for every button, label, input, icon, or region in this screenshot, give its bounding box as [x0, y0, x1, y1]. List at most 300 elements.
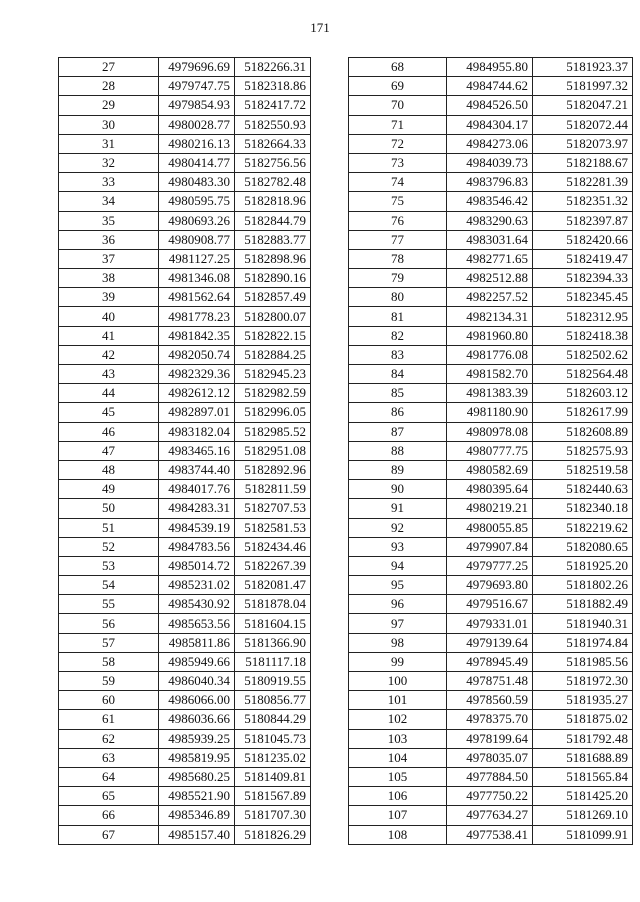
table-row	[59, 806, 311, 825]
page-number: 171	[310, 20, 330, 35]
y-coordinate-cell: 5182898.96	[235, 249, 311, 268]
point-number-cell: 104	[349, 748, 447, 767]
table-row	[59, 326, 311, 345]
y-coordinate-cell: 5181567.89	[235, 787, 311, 806]
y-coordinate-cell: 5182047.21	[533, 96, 633, 115]
table-row	[59, 595, 311, 614]
x-coordinate-cell: 4982257.52	[447, 288, 533, 307]
point-number-cell: 37	[59, 249, 159, 268]
x-coordinate-cell: 4980395.64	[447, 480, 533, 499]
table-row	[59, 576, 311, 595]
y-coordinate-cell: 5182707.53	[235, 499, 311, 518]
table-row	[349, 115, 633, 134]
table-row	[59, 441, 311, 460]
point-number-cell: 30	[59, 115, 159, 134]
point-number-cell: 69	[349, 77, 447, 96]
coordinates-table-right-body	[349, 58, 633, 845]
point-number-cell: 67	[59, 825, 159, 844]
x-coordinate-cell: 4979139.64	[447, 633, 533, 652]
point-number-cell: 89	[349, 460, 447, 479]
x-coordinate-cell: 4978945.49	[447, 652, 533, 671]
y-coordinate-cell: 5182550.93	[235, 115, 311, 134]
table-row	[349, 614, 633, 633]
table-row	[349, 729, 633, 748]
table-row	[349, 748, 633, 767]
table-row	[349, 710, 633, 729]
y-coordinate-cell: 5182418.38	[533, 326, 633, 345]
y-coordinate-cell: 5182318.86	[235, 77, 311, 96]
x-coordinate-cell: 4981346.08	[159, 269, 235, 288]
x-coordinate-cell: 4982771.65	[447, 249, 533, 268]
y-coordinate-cell: 5181997.32	[533, 77, 633, 96]
y-coordinate-cell: 5181707.30	[235, 806, 311, 825]
point-number-cell: 53	[59, 556, 159, 575]
point-number-cell: 94	[349, 556, 447, 575]
y-coordinate-cell: 5182857.49	[235, 288, 311, 307]
table-row	[59, 787, 311, 806]
y-coordinate-cell: 5181117.18	[235, 652, 311, 671]
x-coordinate-cell: 4979854.93	[159, 96, 235, 115]
x-coordinate-cell: 4981180.90	[447, 403, 533, 422]
table-row	[349, 153, 633, 172]
point-number-cell: 61	[59, 710, 159, 729]
y-coordinate-cell: 5182072.44	[533, 115, 633, 134]
y-coordinate-cell: 5182434.46	[235, 537, 311, 556]
table-row	[59, 748, 311, 767]
point-number-cell: 42	[59, 345, 159, 364]
y-coordinate-cell: 5182818.96	[235, 192, 311, 211]
table-row	[59, 633, 311, 652]
y-coordinate-cell: 5182394.33	[533, 269, 633, 288]
x-coordinate-cell: 4979331.01	[447, 614, 533, 633]
table-row	[59, 365, 311, 384]
table-row	[59, 825, 311, 844]
table-row	[349, 326, 633, 345]
y-coordinate-cell: 5182417.72	[235, 96, 311, 115]
y-coordinate-cell: 5181923.37	[533, 58, 633, 77]
x-coordinate-cell: 4983796.83	[447, 173, 533, 192]
table-row	[349, 345, 633, 364]
y-coordinate-cell: 5182608.89	[533, 422, 633, 441]
point-number-cell: 91	[349, 499, 447, 518]
y-coordinate-cell: 5182603.12	[533, 384, 633, 403]
point-number-cell: 77	[349, 230, 447, 249]
y-coordinate-cell: 5182267.39	[235, 556, 311, 575]
x-coordinate-cell: 4983744.40	[159, 460, 235, 479]
y-coordinate-cell: 5182188.67	[533, 153, 633, 172]
point-number-cell: 47	[59, 441, 159, 460]
table-row	[59, 652, 311, 671]
y-coordinate-cell: 5182345.45	[533, 288, 633, 307]
table-row	[59, 345, 311, 364]
table-row	[59, 58, 311, 77]
table-row	[349, 633, 633, 652]
y-coordinate-cell: 5181974.84	[533, 633, 633, 652]
point-number-cell: 70	[349, 96, 447, 115]
x-coordinate-cell: 4979516.67	[447, 595, 533, 614]
x-coordinate-cell: 4980483.30	[159, 173, 235, 192]
x-coordinate-cell: 4985811.86	[159, 633, 235, 652]
y-coordinate-cell: 5181235.02	[235, 748, 311, 767]
table-row	[349, 77, 633, 96]
x-coordinate-cell: 4984017.76	[159, 480, 235, 499]
point-number-cell: 58	[59, 652, 159, 671]
y-coordinate-cell: 5182502.62	[533, 345, 633, 364]
point-number-cell: 41	[59, 326, 159, 345]
point-number-cell: 78	[349, 249, 447, 268]
y-coordinate-cell: 5182081.47	[235, 576, 311, 595]
point-number-cell: 75	[349, 192, 447, 211]
x-coordinate-cell: 4977634.27	[447, 806, 533, 825]
x-coordinate-cell: 4986066.00	[159, 691, 235, 710]
point-number-cell: 59	[59, 672, 159, 691]
y-coordinate-cell: 5182883.77	[235, 230, 311, 249]
point-number-cell: 32	[59, 153, 159, 172]
x-coordinate-cell: 4984039.73	[447, 153, 533, 172]
x-coordinate-cell: 4978560.59	[447, 691, 533, 710]
point-number-cell: 65	[59, 787, 159, 806]
point-number-cell: 72	[349, 134, 447, 153]
point-number-cell: 71	[349, 115, 447, 134]
y-coordinate-cell: 5181802.26	[533, 576, 633, 595]
table-row	[349, 480, 633, 499]
x-coordinate-cell: 4984539.19	[159, 518, 235, 537]
y-coordinate-cell: 5182892.96	[235, 460, 311, 479]
table-row	[349, 556, 633, 575]
point-number-cell: 101	[349, 691, 447, 710]
y-coordinate-cell: 5181565.84	[533, 767, 633, 786]
y-coordinate-cell: 5181925.20	[533, 556, 633, 575]
point-number-cell: 63	[59, 748, 159, 767]
table-row	[349, 192, 633, 211]
table-row	[59, 460, 311, 479]
x-coordinate-cell: 4978199.64	[447, 729, 533, 748]
table-row	[349, 787, 633, 806]
table-row	[59, 729, 311, 748]
table-row	[59, 192, 311, 211]
y-coordinate-cell: 5182996.05	[235, 403, 311, 422]
y-coordinate-cell: 5182080.65	[533, 537, 633, 556]
point-number-cell: 27	[59, 58, 159, 77]
point-number-cell: 106	[349, 787, 447, 806]
table-row	[59, 77, 311, 96]
table-row	[59, 767, 311, 786]
x-coordinate-cell: 4983031.64	[447, 230, 533, 249]
x-coordinate-cell: 4986040.34	[159, 672, 235, 691]
point-number-cell: 60	[59, 691, 159, 710]
y-coordinate-cell: 5182581.53	[235, 518, 311, 537]
point-number-cell: 36	[59, 230, 159, 249]
y-coordinate-cell: 5181099.91	[533, 825, 633, 844]
table-row	[59, 249, 311, 268]
table-row	[59, 480, 311, 499]
y-coordinate-cell: 5182312.95	[533, 307, 633, 326]
point-number-cell: 92	[349, 518, 447, 537]
x-coordinate-cell: 4983290.63	[447, 211, 533, 230]
x-coordinate-cell: 4977750.22	[447, 787, 533, 806]
y-coordinate-cell: 5182073.97	[533, 134, 633, 153]
x-coordinate-cell: 4985231.02	[159, 576, 235, 595]
x-coordinate-cell: 4979907.84	[447, 537, 533, 556]
x-coordinate-cell: 4983182.04	[159, 422, 235, 441]
y-coordinate-cell: 5182664.33	[235, 134, 311, 153]
point-number-cell: 107	[349, 806, 447, 825]
x-coordinate-cell: 4978375.70	[447, 710, 533, 729]
table-row	[59, 499, 311, 518]
x-coordinate-cell: 4977538.41	[447, 825, 533, 844]
x-coordinate-cell: 4980777.75	[447, 441, 533, 460]
table-row	[349, 806, 633, 825]
table-row	[349, 595, 633, 614]
x-coordinate-cell: 4981778.23	[159, 307, 235, 326]
x-coordinate-cell: 4985430.92	[159, 595, 235, 614]
x-coordinate-cell: 4982329.36	[159, 365, 235, 384]
y-coordinate-cell: 5182420.66	[533, 230, 633, 249]
point-number-cell: 73	[349, 153, 447, 172]
coordinates-table-left	[58, 57, 311, 845]
x-coordinate-cell: 4980595.75	[159, 192, 235, 211]
y-coordinate-cell: 5181688.89	[533, 748, 633, 767]
table-row	[59, 614, 311, 633]
point-number-cell: 51	[59, 518, 159, 537]
y-coordinate-cell: 5182351.32	[533, 192, 633, 211]
x-coordinate-cell: 4984273.06	[447, 134, 533, 153]
x-coordinate-cell: 4978035.07	[447, 748, 533, 767]
table-row	[59, 307, 311, 326]
x-coordinate-cell: 4984304.17	[447, 115, 533, 134]
y-coordinate-cell: 5182811.59	[235, 480, 311, 499]
y-coordinate-cell: 5182564.48	[533, 365, 633, 384]
y-coordinate-cell: 5182266.31	[235, 58, 311, 77]
table-row	[59, 115, 311, 134]
point-number-cell: 83	[349, 345, 447, 364]
coordinates-table-left-body	[59, 58, 311, 845]
y-coordinate-cell: 5182884.25	[235, 345, 311, 364]
point-number-cell: 80	[349, 288, 447, 307]
table-row	[349, 691, 633, 710]
y-coordinate-cell: 5182219.62	[533, 518, 633, 537]
table-row	[59, 691, 311, 710]
y-coordinate-cell: 5181604.15	[235, 614, 311, 633]
table-row	[349, 499, 633, 518]
x-coordinate-cell: 4982050.74	[159, 345, 235, 364]
x-coordinate-cell: 4982512.88	[447, 269, 533, 288]
x-coordinate-cell: 4977884.50	[447, 767, 533, 786]
point-number-cell: 76	[349, 211, 447, 230]
table-row	[59, 537, 311, 556]
y-coordinate-cell: 5181940.31	[533, 614, 633, 633]
table-row	[349, 403, 633, 422]
table-row	[349, 96, 633, 115]
table-row	[349, 652, 633, 671]
x-coordinate-cell: 4980028.77	[159, 115, 235, 134]
table-row	[349, 518, 633, 537]
point-number-cell: 105	[349, 767, 447, 786]
table-row	[349, 230, 633, 249]
point-number-cell: 82	[349, 326, 447, 345]
table-row	[349, 422, 633, 441]
x-coordinate-cell: 4984744.62	[447, 77, 533, 96]
y-coordinate-cell: 5181826.29	[235, 825, 311, 844]
table-row	[349, 767, 633, 786]
y-coordinate-cell: 5182617.99	[533, 403, 633, 422]
table-row	[349, 173, 633, 192]
x-coordinate-cell: 4985014.72	[159, 556, 235, 575]
x-coordinate-cell: 4982134.31	[447, 307, 533, 326]
point-number-cell: 35	[59, 211, 159, 230]
table-row	[59, 134, 311, 153]
table-row	[59, 403, 311, 422]
point-number-cell: 100	[349, 672, 447, 691]
table-row	[59, 230, 311, 249]
point-number-cell: 90	[349, 480, 447, 499]
x-coordinate-cell: 4979693.80	[447, 576, 533, 595]
x-coordinate-cell: 4984526.50	[447, 96, 533, 115]
y-coordinate-cell: 5182575.93	[533, 441, 633, 460]
y-coordinate-cell: 5181366.90	[235, 633, 311, 652]
x-coordinate-cell: 4985939.25	[159, 729, 235, 748]
x-coordinate-cell: 4984955.80	[447, 58, 533, 77]
y-coordinate-cell: 5181875.02	[533, 710, 633, 729]
point-number-cell: 54	[59, 576, 159, 595]
y-coordinate-cell: 5182890.16	[235, 269, 311, 288]
table-row	[349, 384, 633, 403]
point-number-cell: 66	[59, 806, 159, 825]
x-coordinate-cell: 4979777.25	[447, 556, 533, 575]
table-row	[349, 672, 633, 691]
coordinates-table-right	[348, 57, 633, 845]
x-coordinate-cell: 4980978.08	[447, 422, 533, 441]
table-row	[59, 96, 311, 115]
table-row	[349, 441, 633, 460]
point-number-cell: 93	[349, 537, 447, 556]
y-coordinate-cell: 5182519.58	[533, 460, 633, 479]
point-number-cell: 31	[59, 134, 159, 153]
y-coordinate-cell: 5182982.59	[235, 384, 311, 403]
y-coordinate-cell: 5180856.77	[235, 691, 311, 710]
x-coordinate-cell: 4980693.26	[159, 211, 235, 230]
x-coordinate-cell: 4986036.66	[159, 710, 235, 729]
y-coordinate-cell: 5182756.56	[235, 153, 311, 172]
x-coordinate-cell: 4980216.13	[159, 134, 235, 153]
x-coordinate-cell: 4979747.75	[159, 77, 235, 96]
x-coordinate-cell: 4980219.21	[447, 499, 533, 518]
y-coordinate-cell: 5182281.39	[533, 173, 633, 192]
x-coordinate-cell: 4980055.85	[447, 518, 533, 537]
y-coordinate-cell: 5182782.48	[235, 173, 311, 192]
y-coordinate-cell: 5180844.29	[235, 710, 311, 729]
y-coordinate-cell: 5182419.47	[533, 249, 633, 268]
x-coordinate-cell: 4981960.80	[447, 326, 533, 345]
point-number-cell: 49	[59, 480, 159, 499]
point-number-cell: 57	[59, 633, 159, 652]
y-coordinate-cell: 5181045.73	[235, 729, 311, 748]
table-row	[349, 58, 633, 77]
point-number-cell: 74	[349, 173, 447, 192]
point-number-cell: 87	[349, 422, 447, 441]
y-coordinate-cell: 5182822.15	[235, 326, 311, 345]
x-coordinate-cell: 4979696.69	[159, 58, 235, 77]
table-row	[349, 269, 633, 288]
x-coordinate-cell: 4985653.56	[159, 614, 235, 633]
x-coordinate-cell: 4985346.89	[159, 806, 235, 825]
point-number-cell: 50	[59, 499, 159, 518]
point-number-cell: 68	[349, 58, 447, 77]
table-row	[59, 556, 311, 575]
table-row	[349, 537, 633, 556]
table-row	[349, 288, 633, 307]
point-number-cell: 96	[349, 595, 447, 614]
point-number-cell: 97	[349, 614, 447, 633]
point-number-cell: 55	[59, 595, 159, 614]
table-row	[349, 134, 633, 153]
y-coordinate-cell: 5182440.63	[533, 480, 633, 499]
table-row	[59, 710, 311, 729]
point-number-cell: 99	[349, 652, 447, 671]
point-number-cell: 84	[349, 365, 447, 384]
point-number-cell: 40	[59, 307, 159, 326]
point-number-cell: 48	[59, 460, 159, 479]
point-number-cell: 45	[59, 403, 159, 422]
table-row	[59, 211, 311, 230]
table-row	[349, 249, 633, 268]
point-number-cell: 62	[59, 729, 159, 748]
point-number-cell: 28	[59, 77, 159, 96]
y-coordinate-cell: 5182985.52	[235, 422, 311, 441]
table-row	[59, 422, 311, 441]
x-coordinate-cell: 4980908.77	[159, 230, 235, 249]
point-number-cell: 85	[349, 384, 447, 403]
x-coordinate-cell: 4982897.01	[159, 403, 235, 422]
y-coordinate-cell: 5181972.30	[533, 672, 633, 691]
y-coordinate-cell: 5182844.79	[235, 211, 311, 230]
x-coordinate-cell: 4981842.35	[159, 326, 235, 345]
y-coordinate-cell: 5181935.27	[533, 691, 633, 710]
x-coordinate-cell: 4981776.08	[447, 345, 533, 364]
point-number-cell: 103	[349, 729, 447, 748]
point-number-cell: 64	[59, 767, 159, 786]
x-coordinate-cell: 4983546.42	[447, 192, 533, 211]
point-number-cell: 102	[349, 710, 447, 729]
table-row	[59, 173, 311, 192]
point-number-cell: 44	[59, 384, 159, 403]
point-number-cell: 95	[349, 576, 447, 595]
x-coordinate-cell: 4985819.95	[159, 748, 235, 767]
table-row	[349, 576, 633, 595]
y-coordinate-cell: 5180919.55	[235, 672, 311, 691]
x-coordinate-cell: 4982612.12	[159, 384, 235, 403]
y-coordinate-cell: 5181409.81	[235, 767, 311, 786]
table-row	[349, 460, 633, 479]
point-number-cell: 38	[59, 269, 159, 288]
point-number-cell: 43	[59, 365, 159, 384]
x-coordinate-cell: 4978751.48	[447, 672, 533, 691]
x-coordinate-cell: 4981127.25	[159, 249, 235, 268]
x-coordinate-cell: 4984783.56	[159, 537, 235, 556]
point-number-cell: 108	[349, 825, 447, 844]
y-coordinate-cell: 5181985.56	[533, 652, 633, 671]
table-row	[59, 288, 311, 307]
y-coordinate-cell: 5181878.04	[235, 595, 311, 614]
y-coordinate-cell: 5182951.08	[235, 441, 311, 460]
y-coordinate-cell: 5182397.87	[533, 211, 633, 230]
table-row	[349, 365, 633, 384]
x-coordinate-cell: 4981383.39	[447, 384, 533, 403]
point-number-cell: 79	[349, 269, 447, 288]
point-number-cell: 86	[349, 403, 447, 422]
table-row	[349, 211, 633, 230]
point-number-cell: 34	[59, 192, 159, 211]
